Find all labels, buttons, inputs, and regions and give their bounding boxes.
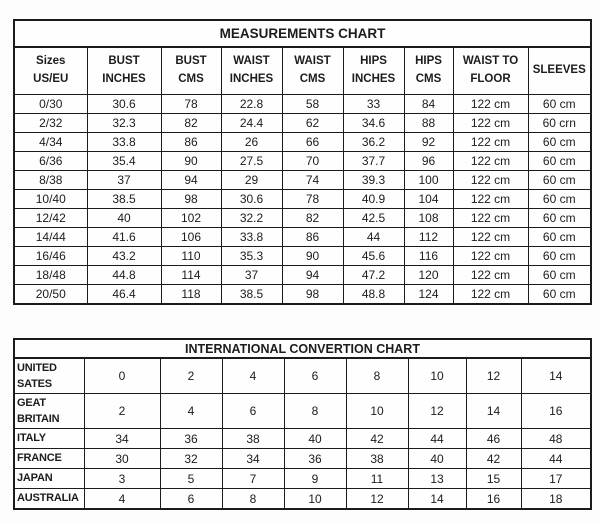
- measurement-cell: 104: [404, 190, 453, 209]
- conversion-size-cell: 32: [160, 449, 222, 469]
- measurement-cell: 122 cm: [453, 228, 528, 247]
- measurement-cell: 86: [282, 228, 343, 247]
- measurement-cell: 46.4: [87, 285, 161, 305]
- conversion-size-cell: 12: [466, 358, 521, 394]
- measurement-cell: 116: [404, 247, 453, 266]
- conversion-size-cell: 18: [521, 489, 591, 510]
- measurement-cell: 39.3: [343, 171, 404, 190]
- conversion-size-cell: 40: [408, 449, 466, 469]
- measurements-column-header: [87, 47, 161, 95]
- header-line-2: CMS: [415, 73, 442, 85]
- country-label: AUSTRALIA: [14, 489, 84, 510]
- size-cell: 20/50: [14, 285, 87, 305]
- conversion-size-cell: 4: [160, 394, 222, 429]
- measurement-cell: 38.5: [87, 190, 161, 209]
- measurement-cell: 120: [404, 266, 453, 285]
- measurement-cell: 32.3: [87, 114, 161, 133]
- measurement-cell: 24.4: [221, 114, 282, 133]
- measurement-cell: 88: [404, 114, 453, 133]
- measurement-cell: 122 cm: [453, 285, 528, 305]
- conversion-size-cell: 38: [222, 429, 284, 449]
- conversion-size-cell: 30: [84, 449, 160, 469]
- header-line-1: Sizes: [36, 55, 66, 68]
- measurement-cell: 84: [404, 95, 453, 114]
- measurements-row: [14, 133, 591, 152]
- conversion-size-cell: 0: [84, 358, 160, 394]
- measurements-column-header: [453, 47, 528, 95]
- measurement-cell: 122 cm: [453, 114, 528, 133]
- conversion-chart-title: INTERNATIONAL CONVERTION CHART: [14, 339, 591, 358]
- measurement-cell: 118: [161, 285, 221, 305]
- conversion-size-cell: 12: [408, 394, 466, 429]
- conversion-chart-table: [13, 338, 592, 510]
- measurements-row: [14, 95, 591, 114]
- measurement-cell: 90: [161, 152, 221, 171]
- measurement-cell: 44: [343, 228, 404, 247]
- conversion-size-cell: 8: [346, 358, 408, 394]
- header-line-1: WAIST TO: [462, 55, 519, 68]
- measurement-cell: 29: [221, 171, 282, 190]
- measurement-cell: 37: [87, 171, 161, 190]
- header-line-2: INCHES: [102, 73, 146, 85]
- measurement-cell: 78: [282, 190, 343, 209]
- conversion-size-cell: 46: [466, 429, 521, 449]
- measurement-cell: 26: [221, 133, 282, 152]
- measurement-cell: 40: [87, 209, 161, 228]
- measurement-cell: 78: [161, 95, 221, 114]
- conversion-size-cell: 10: [346, 394, 408, 429]
- conversion-size-cell: 4: [84, 489, 160, 510]
- size-cell: 6/36: [14, 152, 87, 171]
- measurement-cell: 32.2: [221, 209, 282, 228]
- measurement-cell: 94: [161, 171, 221, 190]
- measurements-header-row: [14, 47, 591, 95]
- measurement-cell: 98: [282, 285, 343, 305]
- size-cell: 10/40: [14, 190, 87, 209]
- measurements-row: [14, 209, 591, 228]
- measurements-row: [14, 247, 591, 266]
- conversion-size-cell: 14: [408, 489, 466, 510]
- measurements-column-header: [161, 47, 221, 95]
- measurement-cell: 60 cm: [528, 285, 591, 305]
- header-line-1: HIPS: [360, 55, 387, 68]
- header-line-2: FLOOR: [470, 73, 511, 85]
- conversion-row: [14, 489, 591, 510]
- measurement-cell: 60 cm: [528, 190, 591, 209]
- conversion-size-cell: 9: [284, 469, 346, 489]
- header-line-2: INCHES: [351, 73, 396, 85]
- conversion-row: [14, 449, 591, 469]
- conversion-size-cell: 11: [346, 469, 408, 489]
- measurement-cell: 35.4: [87, 152, 161, 171]
- conversion-size-cell: 6: [222, 394, 284, 429]
- conversion-size-cell: 42: [466, 449, 521, 469]
- conversion-size-cell: 3: [84, 469, 160, 489]
- country-label: GEAT BRITAIN: [14, 394, 84, 429]
- measurement-cell: 66: [282, 133, 343, 152]
- measurement-cell: 33.8: [87, 133, 161, 152]
- conversion-size-cell: 6: [160, 489, 222, 510]
- measurement-cell: 40.9: [343, 190, 404, 209]
- measurements-row: [14, 152, 591, 171]
- measurements-row: [14, 228, 591, 247]
- header-line-2: US/EU: [33, 73, 69, 85]
- measurement-cell: 122 cm: [453, 266, 528, 285]
- header-line-1: BUST: [108, 55, 140, 68]
- conversion-size-cell: 4: [222, 358, 284, 394]
- measurement-cell: 86: [161, 133, 221, 152]
- header-line-1: HIPS: [415, 55, 442, 68]
- measurement-cell: 47.2: [343, 266, 404, 285]
- size-cell: 4/34: [14, 133, 87, 152]
- measurement-cell: 122 cm: [453, 247, 528, 266]
- measurement-cell: 96: [404, 152, 453, 171]
- conversion-size-cell: 13: [408, 469, 466, 489]
- measurements-column-header: [14, 47, 87, 95]
- measurements-column-header: [221, 47, 282, 95]
- size-cell: 8/38: [14, 171, 87, 190]
- measurements-row: [14, 114, 591, 133]
- measurement-cell: 60 cm: [528, 95, 591, 114]
- measurements-column-header: [282, 47, 343, 95]
- header-line-1: BUST: [175, 55, 207, 68]
- measurement-cell: 36.2: [343, 133, 404, 152]
- measurement-cell: 114: [161, 266, 221, 285]
- measurement-cell: 122 cm: [453, 133, 528, 152]
- measurement-cell: 108: [404, 209, 453, 228]
- measurement-cell: 45.6: [343, 247, 404, 266]
- measurement-cell: 74: [282, 171, 343, 190]
- measurement-cell: 44.8: [87, 266, 161, 285]
- measurement-cell: 48.8: [343, 285, 404, 305]
- measurement-cell: 33: [343, 95, 404, 114]
- header-line-2: INCHES: [229, 73, 274, 85]
- size-cell: 14/44: [14, 228, 87, 247]
- measurements-column-header: [343, 47, 404, 95]
- conversion-row: [14, 358, 591, 394]
- measurement-cell: 58: [282, 95, 343, 114]
- measurement-cell: 124: [404, 285, 453, 305]
- conversion-size-cell: 14: [466, 394, 521, 429]
- conversion-row: [14, 469, 591, 489]
- measurement-cell: 22.8: [221, 95, 282, 114]
- measurement-cell: 60 cm: [528, 228, 591, 247]
- conversion-size-cell: 36: [284, 449, 346, 469]
- country-label: UNITED SATES: [14, 358, 84, 394]
- conversion-size-cell: 5: [160, 469, 222, 489]
- measurement-cell: 92: [404, 133, 453, 152]
- measurement-cell: 122 cm: [453, 95, 528, 114]
- measurement-cell: 38.5: [221, 285, 282, 305]
- measurement-cell: 60 cm: [528, 171, 591, 190]
- conversion-title-row: [14, 339, 591, 358]
- measurement-cell: 106: [161, 228, 221, 247]
- measurements-row: [14, 171, 591, 190]
- measurement-cell: 34.6: [343, 114, 404, 133]
- conversion-size-cell: 6: [284, 358, 346, 394]
- measurements-chart-table: [13, 19, 592, 305]
- conversion-size-cell: 7: [222, 469, 284, 489]
- conversion-size-cell: 38: [346, 449, 408, 469]
- measurement-cell: 100: [404, 171, 453, 190]
- header-line-2: CMS: [299, 73, 326, 85]
- country-label: ITALY: [14, 429, 84, 449]
- measurement-cell: 122 cm: [453, 190, 528, 209]
- conversion-size-cell: 10: [408, 358, 466, 394]
- measurements-column-header: [528, 47, 591, 95]
- size-cell: 18/48: [14, 266, 87, 285]
- conversion-row: [14, 394, 591, 429]
- measurement-cell: 43.2: [87, 247, 161, 266]
- conversion-row: [14, 429, 591, 449]
- measurement-cell: 60 cm: [528, 152, 591, 171]
- size-cell: 16/46: [14, 247, 87, 266]
- conversion-size-cell: 17: [521, 469, 591, 489]
- measurement-cell: 60 cm: [528, 247, 591, 266]
- conversion-size-cell: 16: [521, 394, 591, 429]
- measurement-cell: 35.3: [221, 247, 282, 266]
- measurement-cell: 60 crn: [528, 114, 591, 133]
- header-line-1: SLEEVES: [532, 64, 586, 77]
- measurement-cell: 98: [161, 190, 221, 209]
- measurement-cell: 37.7: [343, 152, 404, 171]
- measurement-cell: 33.8: [221, 228, 282, 247]
- measurement-cell: 82: [282, 209, 343, 228]
- measurement-cell: 102: [161, 209, 221, 228]
- conversion-size-cell: 15: [466, 469, 521, 489]
- conversion-size-cell: 44: [521, 449, 591, 469]
- measurement-cell: 37: [221, 266, 282, 285]
- header-line-2: CMS: [178, 73, 204, 85]
- conversion-size-cell: 36: [160, 429, 222, 449]
- measurements-column-header: [404, 47, 453, 95]
- size-cell: 0/30: [14, 95, 87, 114]
- measurement-cell: 62: [282, 114, 343, 133]
- measurement-cell: 60 cm: [528, 209, 591, 228]
- measurements-chart-title: MEASUREMENTS CHART: [14, 20, 591, 47]
- conversion-size-cell: 12: [346, 489, 408, 510]
- header-line-1: WAIST: [294, 55, 331, 68]
- size-cell: 12/42: [14, 209, 87, 228]
- header-line-1: WAIST: [233, 55, 270, 68]
- measurements-row: [14, 266, 591, 285]
- measurement-cell: 60 cm: [528, 266, 591, 285]
- measurement-cell: 82: [161, 114, 221, 133]
- country-label: JAPAN: [14, 469, 84, 489]
- measurements-row: [14, 190, 591, 209]
- measurements-title-row: [14, 20, 591, 47]
- measurement-cell: 110: [161, 247, 221, 266]
- conversion-size-cell: 14: [521, 358, 591, 394]
- measurement-cell: 94: [282, 266, 343, 285]
- conversion-size-cell: 8: [284, 394, 346, 429]
- conversion-size-cell: 10: [284, 489, 346, 510]
- measurements-row: [14, 285, 591, 305]
- conversion-size-cell: 2: [160, 358, 222, 394]
- conversion-size-cell: 34: [84, 429, 160, 449]
- measurement-cell: 60 cm: [528, 133, 591, 152]
- conversion-size-cell: 42: [346, 429, 408, 449]
- country-label: FRANCE: [14, 449, 84, 469]
- measurement-cell: 41.6: [87, 228, 161, 247]
- size-cell: 2/32: [14, 114, 87, 133]
- measurement-cell: 122 cm: [453, 152, 528, 171]
- conversion-size-cell: 48: [521, 429, 591, 449]
- measurement-cell: 70: [282, 152, 343, 171]
- measurement-cell: 122 cm: [453, 171, 528, 190]
- measurement-cell: 30.6: [87, 95, 161, 114]
- conversion-size-cell: 8: [222, 489, 284, 510]
- measurement-cell: 90: [282, 247, 343, 266]
- measurement-cell: 122 cm: [453, 209, 528, 228]
- measurement-cell: 27.5: [221, 152, 282, 171]
- measurement-cell: 42.5: [343, 209, 404, 228]
- conversion-size-cell: 16: [466, 489, 521, 510]
- conversion-size-cell: 40: [284, 429, 346, 449]
- measurement-cell: 30.6: [221, 190, 282, 209]
- measurement-cell: 112: [404, 228, 453, 247]
- conversion-size-cell: 34: [222, 449, 284, 469]
- conversion-size-cell: 2: [84, 394, 160, 429]
- conversion-size-cell: 44: [408, 429, 466, 449]
